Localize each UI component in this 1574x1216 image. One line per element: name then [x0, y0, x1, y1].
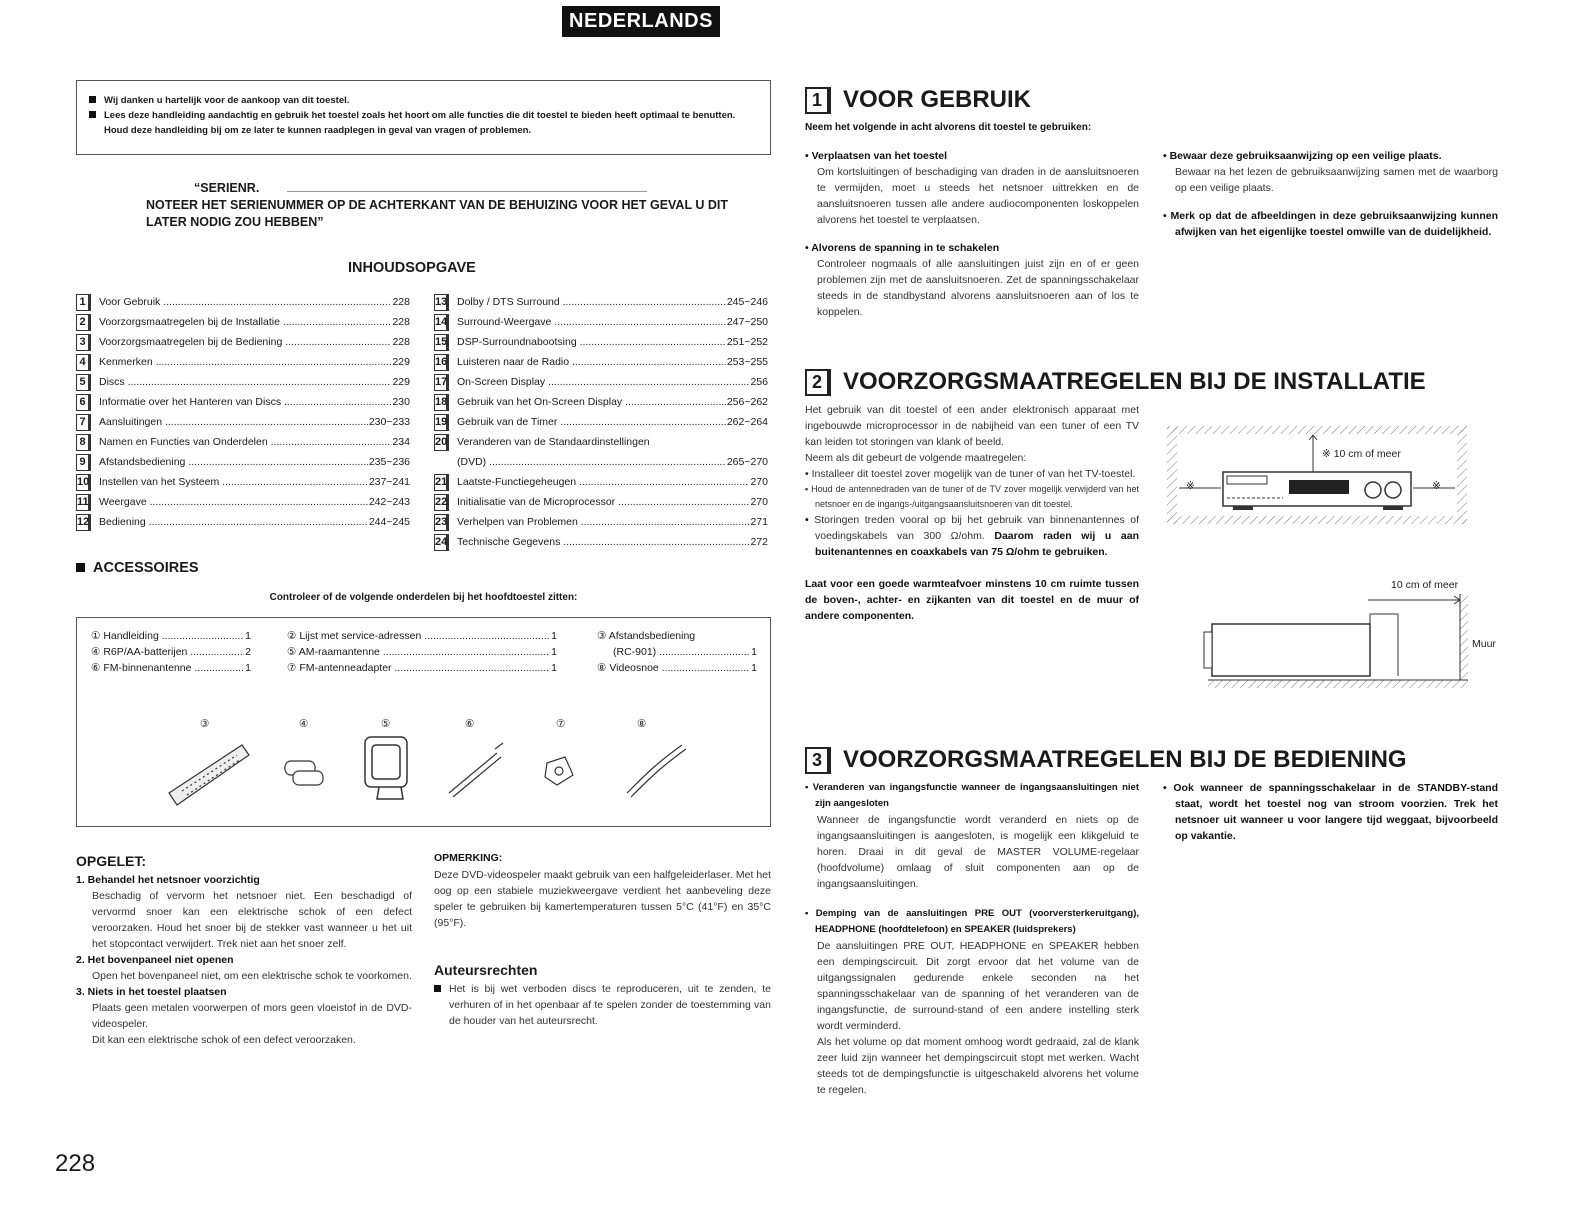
opgelet-section — [76, 851, 412, 1048]
s3-b-text-1: De aansluitingen PRE OUT, HEADPHONE en SPEAKER hebben een dempingscircuit. Dit zorgt ervoor dat het volume van de uitgangssignalen gedurende enkele seconden na het spanningsschakelaar van de spanning of het veranderen van de ingangsfunctie, de surround-stand of een andere instelling sterk wordt verminderd. — [817, 940, 1139, 1032]
toc-label: On-Screen Display ..... — [457, 372, 749, 392]
toc-number: 24 — [434, 534, 449, 551]
toc-page: 228 — [392, 296, 410, 308]
toc-label: Initialisatie van de Microprocessor ..... — [457, 492, 749, 512]
acc-col-1 — [91, 628, 251, 676]
toc-title: INHOUDSOPGAVE — [348, 260, 476, 276]
toc-page: 265~270 — [726, 456, 768, 468]
s3-a-heading: • Veranderen van ingangsfunctie wanneer de ingangsaansluitingen niet zijn aangesloten — [805, 782, 1139, 809]
section-number: 1 — [805, 87, 831, 114]
acc-item: ⑥ FM-binnenantenne ..... — [91, 660, 244, 676]
acc-qty: 1 — [245, 662, 251, 674]
toc-label: (DVD) ..... — [457, 452, 726, 472]
fm-adapter-icon — [545, 757, 573, 785]
acc-qty: 1 — [751, 646, 757, 658]
acc-item: ⑦ FM-antenneadapter ..... — [287, 660, 550, 676]
toc-label: Dolby / DTS Surround ..... — [457, 292, 726, 312]
toc-page: 234 — [392, 436, 410, 448]
thanks-box — [76, 80, 771, 155]
toc-page: 262~264 — [726, 416, 768, 428]
toc-label: Technische Gegevens ..... — [457, 532, 749, 552]
toc-label: Afstandsbediening ..... — [99, 452, 368, 472]
section-2-heading — [805, 364, 1426, 400]
toc-number: 16 — [434, 354, 449, 371]
opgelet-heading: 1. Behandel het netsnoer voorzichtig — [76, 874, 260, 886]
toc-page: 230 — [392, 396, 410, 408]
acc-item: ④ R6P/AA-batterijen ..... — [91, 644, 244, 660]
s1-c-text: Bewaar na het lezen de gebruiksaanwijzing samen met de waarborg op een veilige plaats. — [1175, 166, 1498, 194]
d1-label: ※ 10 cm of meer — [1322, 448, 1401, 460]
clearance-diagram-top — [1163, 424, 1471, 528]
s2-b1: • Installeer dit toestel zover mogelijk van de tuner of van het TV-toestel. — [805, 466, 1139, 482]
toc-number: 21 — [434, 474, 449, 491]
toc-entry — [76, 472, 410, 492]
s2-b3: • Storingen treden vooral op bij het gebruik van binnenantennes of voedingskabels van 300 Ω/ohm. Daarom raden wij u aan buitenantennes en coaxkabels van 75 Ω/ohm te gebruiken. — [805, 514, 1140, 558]
toc-page: 237~241 — [368, 476, 410, 488]
accessories-box — [76, 617, 771, 827]
opmerking-section — [434, 851, 771, 931]
toc-label: Laatste-Functiegeheugen ..... — [457, 472, 749, 492]
accessories-illustration — [157, 733, 697, 813]
s2-b2: • Houd de antennedraden van de tuner of de TV zover mogelijk verwijderd van het netsnoer en de ingangs-/uitgangsaansluitsnoeren van dit toestel. — [805, 482, 1139, 512]
toc-label: Discs ..... — [99, 372, 391, 392]
toc-page: 272 — [750, 536, 768, 548]
toc-label: Instellen van het Systeem ..... — [99, 472, 368, 492]
toc-label: DSP-Surroundnabootsing ..... — [457, 332, 726, 352]
toc-page: 271 — [750, 516, 768, 528]
s1-b-text: Controleer nogmaals of alle aansluitingen juist zijn en of er geen problemen zijn met de aansluitsnoeren. Zet de spanningsschakelaar steeds in de standbystand alvorens aansluitsnoeren aan of los te koppelen. — [817, 258, 1139, 318]
section-title: VOOR GEBRUIK — [843, 86, 1032, 113]
toc-label: Informatie over het Hanteren van Discs ..... — [99, 392, 391, 412]
toc-number: 22 — [434, 494, 449, 511]
toc-number: 2 — [76, 314, 91, 331]
section-title: VOORZORGSMAATREGELEN BIJ DE INSTALLATIE — [843, 368, 1426, 395]
serial-text: NOTEER HET SERIENUMMER OP DE ACHTERKANT VAN DE BEHUIZING VOOR HET GEVAL U DIT LATER NODIG ZOU HEBBEN” — [146, 198, 728, 229]
toc-number: 18 — [434, 394, 449, 411]
toc-number: 11 — [76, 494, 91, 511]
acc-qty: 1 — [551, 630, 557, 642]
toc-number: 10 — [76, 474, 91, 491]
receiver-side-icon — [1212, 624, 1370, 676]
wall-label: Muur — [1472, 638, 1496, 650]
toc-page: 256~262 — [726, 396, 768, 408]
acc-item: ② Lijst met service-adressen ..... — [287, 628, 550, 644]
s1-intro: Neem het volgende in acht alvorens dit toestel te gebruiken: — [805, 122, 1092, 133]
toc-page: 270 — [750, 496, 768, 508]
toc-entry — [434, 452, 768, 472]
toc-number: 4 — [76, 354, 91, 371]
toc-label: Aansluitingen ..... — [99, 412, 368, 432]
s2-text — [805, 402, 1139, 624]
acc-item: (RC-901) ..... — [613, 644, 750, 660]
acc-qty: 1 — [551, 662, 557, 674]
section-3-heading — [805, 742, 1407, 778]
toc-number: 5 — [76, 374, 91, 391]
toc-page: 247~250 — [726, 316, 768, 328]
toc-entry — [76, 312, 410, 332]
serial-note — [146, 180, 746, 231]
toc-number: 14 — [434, 314, 449, 331]
toc-entry — [76, 392, 410, 412]
toc-page: 242~243 — [368, 496, 410, 508]
s1-d-text: • Merk op dat de afbeeldingen in deze gebruiksaanwijzing kunnen afwijken van het eigenlijke toestel omwille van de duidelijkheid. — [1163, 210, 1498, 238]
toc-number: 7 — [76, 414, 91, 431]
pic-label: ④ — [299, 718, 309, 730]
serial-label: “SERIENR. — [194, 181, 260, 195]
toc-label: Gebruik van het On-Screen Display ..... — [457, 392, 726, 412]
toc-entry — [76, 352, 410, 372]
toc-entry — [434, 372, 768, 392]
toc-number: 8 — [76, 434, 91, 451]
toc-number: 20 — [434, 434, 449, 451]
opgelet-heading: 2. Het bovenpaneel niet openen — [76, 954, 234, 966]
s3-b-text-2: Als het volume op dat moment omhoog wordt gedraaid, zal de klank zeer luid zijn wanneer het dempingscircuit stopt met werken. Wacht steeds tot de dempingsfunctie is uitgeschakeld alvorens het volume te regelen. — [817, 1036, 1139, 1096]
s3-left — [805, 780, 1139, 1098]
toc-entry — [76, 412, 410, 432]
auteursrechten-text: Het is bij wet verboden discs te reproduceren, uit te zenden, te verhuren of in het openbaar af te spelen zonder de toestemming van de houder van het auteursrecht. — [449, 983, 771, 1027]
video-cord-icon — [627, 745, 686, 797]
toc-label: Voorzorgsmaatregelen bij de Bediening ..... — [99, 332, 391, 352]
s1-left — [805, 148, 1139, 320]
s2-warm: Laat voor een goede warmteafvoer minstens 10 cm ruimte tussen de boven-, achter- en zijkanten van dit toestel en de muur of andere componenten. — [805, 578, 1139, 622]
toc-page: 229 — [392, 376, 410, 388]
toc-number: 3 — [76, 334, 91, 351]
acc-qty: 2 — [245, 646, 251, 658]
toc-number: 1 — [76, 294, 91, 311]
toc-entry — [434, 412, 768, 432]
opgelet-title: OPGELET: — [76, 853, 147, 869]
remote-control-icon — [169, 745, 249, 805]
pic-label: ⑧ — [637, 718, 647, 730]
toc-label: Kenmerken ..... — [99, 352, 391, 372]
d2-label: 10 cm of meer — [1391, 579, 1459, 591]
acc-col-3 — [597, 628, 757, 676]
toc-page: 228 — [392, 316, 410, 328]
s3-a-text: Wanneer de ingangsfunctie wordt veranderd en niets op de ingangsaansluitingen is aangesloten, is mogelijk een klikgeluid te horen. Draai in dit geval de MASTER VOLUME-regelaar (hoofdvolume) omlaag of sluit componenten aan op de ingangsaansluitingen. — [817, 814, 1139, 890]
section-1-heading — [805, 82, 1031, 118]
opgelet-text: Open het bovenpaneel niet, om een elektrische schok te voorkomen. — [92, 970, 412, 982]
opgelet-extra: Dit kan een elektrische schok of een defect veroorzaken. — [92, 1034, 356, 1046]
auteursrechten-section — [434, 960, 771, 1029]
toc-entry — [76, 512, 410, 532]
s1-b-heading: • Alvorens de spanning in te schakelen — [805, 240, 1139, 256]
page-number: 228 — [55, 1150, 96, 1177]
toc-label: Surround-Weergave ..... — [457, 312, 726, 332]
s3-c-text: • Ook wanneer de spanningsschakelaar in de STANDBY-stand staat, wordt het toestel nog van stroom voorzien. Trek het netsnoer uit wanneer u voor langere tijd weggaat, bijvoorbeeld op vakantie. — [1163, 782, 1498, 842]
toc-number: 23 — [434, 514, 449, 531]
clearance-diagram-side — [1198, 594, 1470, 694]
toc-entry — [76, 292, 410, 312]
toc-label: Luisteren naar de Radio ..... — [457, 352, 726, 372]
toc-right-column — [434, 292, 768, 552]
s1-right — [1163, 148, 1498, 240]
toc-page: 253~255 — [726, 356, 768, 368]
pic-label: ⑦ — [556, 718, 566, 730]
accessories-heading — [76, 558, 199, 580]
toc-entry — [434, 312, 768, 332]
acc-item: ⑤ AM-raamantenne ..... — [287, 644, 550, 660]
am-loop-antenna-icon — [365, 737, 407, 799]
opgelet-heading: 3. Niets in het toestel plaatsen — [76, 986, 227, 998]
section-number: 3 — [805, 747, 831, 774]
s1-c-heading: • Bewaar deze gebruiksaanwijzing op een veilige plaats. — [1163, 148, 1498, 164]
pic-label: ③ — [200, 718, 210, 730]
toc-left-column — [76, 292, 410, 532]
toc-number: 13 — [434, 294, 449, 311]
toc-entry — [434, 512, 768, 532]
acc-qty: 1 — [751, 662, 757, 674]
toc-label: Bediening ..... — [99, 512, 368, 532]
toc-entry — [76, 372, 410, 392]
toc-label: Veranderen van de Standaardinstellingen — [457, 436, 650, 448]
section-number: 2 — [805, 369, 831, 396]
s1-a-text: Om kortsluitingen of beschadiging van draden in de aansluitsnoeren te vermijden, moet u steeds het netsnoer uittrekken en de aansluitsnoeren tussen alle andere audiocomponenten loskoppelen alvorens het toestel te verplaatsen. — [817, 166, 1139, 226]
toc-label: Voor Gebruik ..... — [99, 292, 391, 312]
s2-p2: Neem als dit gebeurt de volgende maatregelen: — [805, 452, 1027, 464]
s3-b-heading: • Demping van de aansluitingen PRE OUT (voorversterkeruitgang), HEADPHONE (hoofdtelefoon) en SPEAKER (luidsprekers) — [805, 908, 1139, 935]
acc-item: ① Handleiding ..... — [91, 628, 244, 644]
toc-page: 251~252 — [726, 336, 768, 348]
acc-item: ⑧ Videosnoe ..... — [597, 660, 750, 676]
acc-qty: 1 — [551, 646, 557, 658]
toc-entry — [76, 332, 410, 352]
toc-number: 17 — [434, 374, 449, 391]
acc-col-2 — [287, 628, 557, 676]
toc-label: Namen en Functies van Onderdelen ..... — [99, 432, 391, 452]
toc-page: 229 — [392, 356, 410, 368]
toc-number: 15 — [434, 334, 449, 351]
toc-entry — [76, 452, 410, 472]
toc-page: 244~245 — [368, 516, 410, 528]
auteursrechten-title: Auteursrechten — [434, 962, 538, 978]
toc-entry — [434, 392, 768, 412]
accessories-subtitle: Controleer of de volgende onderdelen bij het hoofdtoestel zitten: — [269, 592, 578, 603]
toc-number: 9 — [76, 454, 91, 471]
batteries-icon — [285, 761, 323, 785]
toc-label: Weergave ..... — [99, 492, 368, 512]
s1-a-heading: • Verplaatsen van het toestel — [805, 148, 1139, 164]
toc-label: Gebruik van de Timer ..... — [457, 412, 726, 432]
opmerking-text: Deze DVD-videospeler maakt gebruik van een halfgeleiderlaser. Met het oog op een stabiele muziekweergave verdient het aanbeveling deze speler te gebruiken bij kamertemperaturen tussen 5°C (41°F) en 35°C (95°F). — [434, 868, 771, 929]
toc-entry — [76, 492, 410, 512]
toc-label: Voorzorgsmaatregelen bij de Installatie ..... — [99, 312, 391, 332]
toc-entry — [434, 292, 768, 312]
toc-number: 6 — [76, 394, 91, 411]
s2-p1: Het gebruik van dit toestel of een ander elektronisch apparaat met ingebouwde microprocessor in de nabijheid van een tuner of een TV kan leiden tot storingen van klank of beeld. — [805, 404, 1139, 448]
toc-entry — [434, 532, 768, 552]
toc-page: 270 — [750, 476, 768, 488]
toc-page: 256 — [750, 376, 768, 388]
toc-entry — [434, 492, 768, 512]
toc-page: 245~246 — [726, 296, 768, 308]
opmerking-title: OPMERKING: — [434, 852, 503, 864]
toc-page: 235~236 — [368, 456, 410, 468]
pic-label: ⑤ — [381, 718, 391, 730]
accessories-title: ACCESSOIRES — [93, 560, 199, 576]
d1-mark-left: ※ — [1186, 480, 1195, 492]
toc-entry — [434, 472, 768, 492]
toc-entry — [434, 352, 768, 372]
fm-antenna-icon — [449, 743, 503, 797]
thanks-line-1: Wij danken u hartelijk voor de aankoop van dit toestel. — [104, 95, 350, 106]
toc-number: 12 — [76, 514, 91, 531]
toc-entry — [434, 432, 768, 452]
section-title: VOORZORGSMAATREGELEN BIJ DE BEDIENING — [843, 746, 1407, 773]
pic-label: ⑥ — [465, 718, 475, 730]
acc-qty: 1 — [245, 630, 251, 642]
opgelet-text: Plaats geen metalen voorwerpen of mors geen vloeistof in de DVD-videospeler. — [92, 1002, 412, 1030]
s3-right — [1163, 780, 1498, 844]
acc-item: ③ Afstandsbediening — [597, 630, 696, 642]
toc-number: 19 — [434, 414, 449, 431]
opgelet-text: Beschadig of vervorm het netsnoer niet. Een beschadigd of vervormd snoer kan een elektrische schok of een defect veroorzaken. Houd het snoer bij de stekker vast wanneer u het uit het stopcontact verwijdert. Trek niet aan het snoer zelf. — [92, 890, 412, 950]
toc-page: 228 — [392, 336, 410, 348]
d1-mark-right: ※ — [1432, 480, 1441, 492]
thanks-line-2: Lees deze handleiding aandachtig en gebruik het toestel zoals het hoort om alle functies die dit toestel te bieden heeft optimaal te benutten. Houd deze handleiding bij om ze later te kunnen raadplegen in geval van vragen of problemen. — [104, 110, 736, 136]
toc-entry — [76, 432, 410, 452]
toc-entry — [434, 332, 768, 352]
toc-label: Verhelpen van Problemen ..... — [457, 512, 749, 532]
toc-page: 230~233 — [368, 416, 410, 428]
language-tab: NEDERLANDS — [562, 6, 720, 37]
